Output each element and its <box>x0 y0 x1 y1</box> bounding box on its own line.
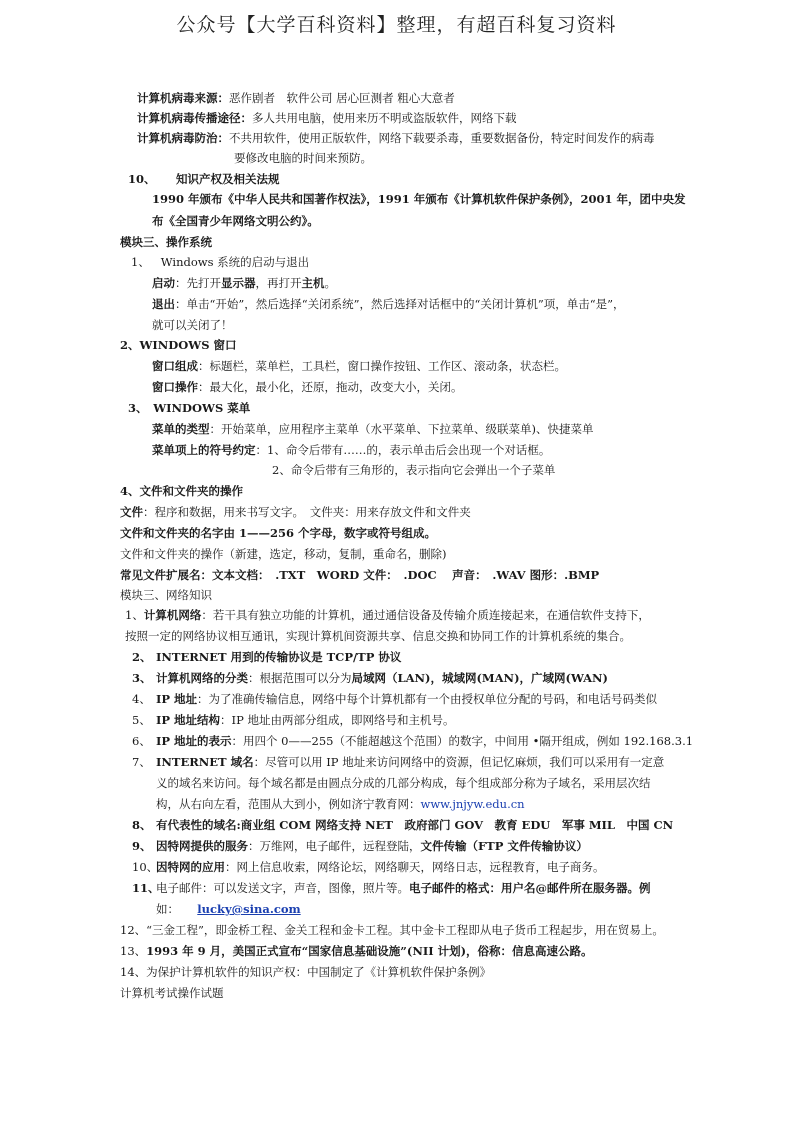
net-item-9-text: ：万维网，电子邮件，远程登陆， <box>248 839 421 853</box>
os-section-2-title: 2、WINDOWS 窗口 <box>120 338 237 352</box>
virus-prevent-label: 计算机病毒防治： <box>137 131 229 145</box>
module-os-title: 模块三、操作系统 <box>120 235 212 249</box>
net-item-6-num: 6、 <box>132 734 151 748</box>
net-item-3-text: ：根据范围可以分为 <box>248 671 352 685</box>
net-item-9-line <box>156 838 588 854</box>
net-item-5-label: IP 地址结构 <box>156 713 221 727</box>
jnjyw-url-link[interactable]: www.jnjyw.edu.cn <box>420 797 525 811</box>
net-item-13-bold: 1993 年 9 月，美国正式宣布“国家信息基础设施”(NII 计划)，俗称：信息高速公路。 <box>146 944 593 958</box>
net-item-7-num: 7、 <box>132 755 151 769</box>
virus-spread-text: 多人共用电脑，使用来历不明或盗版软件，网络下载 <box>252 111 517 125</box>
net-item-1-line <box>125 607 650 623</box>
window-operation-label: 窗口操作 <box>152 380 198 394</box>
net-item-11-line-2 <box>156 901 301 917</box>
net-item-13-line <box>120 943 593 959</box>
net-item-8-num: 8、 <box>132 818 152 832</box>
section-10-title: 知识产权及相关法规 <box>176 172 280 186</box>
file-extensions: 常见文件扩展名：文本文档： .TXT WORD 文件： .DOC 声音： .WAV 图形：.BMP <box>120 568 600 582</box>
net-item-14: 14、为保护计算机软件的知识产权：中国制定了《计算机软件保护条例》 <box>120 965 492 979</box>
ip-law-text-1: 1990 年颁布《中华人民共和国著作权法》，1991 年颁布《计算机软件保护条例》，2001 年，团中央发 <box>152 192 686 206</box>
file-def-line <box>120 504 471 520</box>
net-item-11-line <box>156 880 651 896</box>
os-exit-label: 退出 <box>152 297 175 311</box>
net-item-5-line <box>156 712 454 728</box>
os-section-4-title: 4、文件和文件夹的操作 <box>120 484 244 498</box>
net-item-10-text: ：网上信息收索，网络论坛，网络聊天，网络日志，远程教育，电子商务。 <box>225 860 605 874</box>
menu-symbol-text-2: 2、命令后带有三角形的，表示指向它会弹出一个子菜单 <box>272 463 556 477</box>
net-item-11-bold: 电子邮件的格式：用户名@邮件所在服务器。例 <box>409 881 651 895</box>
menu-type-label: 菜单的类型 <box>152 422 210 436</box>
net-item-9-label: 因特网提供的服务 <box>156 839 248 853</box>
net-item-7-line <box>156 754 664 770</box>
email-example-link[interactable]: lucky@sina.com <box>197 902 301 916</box>
file-label: 文件 <box>120 505 143 519</box>
window-composition-text: ：标题栏，菜单栏，工具栏，窗口操作按钮、工作区、滚动条，状态栏。 <box>198 359 566 373</box>
file-name-rule: 文件和文件夹的名字由 1——256 个字母，数字或符号组成。 <box>120 526 437 540</box>
net-item-2-text: INTERNET 用到的传输协议是 TCP/TP 协议 <box>156 650 402 664</box>
os-start-monitor: 显示器 <box>221 276 256 290</box>
os-start-host: 主机 <box>301 276 325 290</box>
net-item-4-num: 4、 <box>132 692 151 706</box>
menu-type-line <box>152 421 593 437</box>
net-item-7-text-1: ：尽管可以用 IP 地址来访问网络中的资源，但记忆麻烦，我们可以采用有一定意 <box>253 755 665 769</box>
net-item-6-text: ：用四个 0——255（不能超越这个范围）的数字，中间用 •隔开组成，例如 192.168.3.1 <box>231 734 694 748</box>
net-item-3-num: 3、 <box>132 671 152 685</box>
net-item-7-text-2: 义的域名来访问。每个域名都是由圆点分成的几部分构成，每个组成部分称为子域名，采用层次结 <box>156 776 651 790</box>
os-section-1-num: 1、 <box>131 255 150 269</box>
menu-symbol-line <box>152 442 550 458</box>
virus-spread-label: 计算机病毒传播途径： <box>137 111 252 125</box>
page-header: 公众号【大学百科资料】整理，有超百科复习资料 <box>176 14 617 36</box>
window-composition-line <box>152 358 566 374</box>
os-section-1-title: Windows 系统的启动与退出 <box>160 255 310 269</box>
file-operations: 文件和文件夹的操作（新建，选定，移动，复制，重命名，删除) <box>120 547 447 561</box>
net-item-1-text-1: ：若干具有独立功能的计算机，通过通信设备及传输介质连接起来，在通信软件支持下， <box>201 608 650 622</box>
net-item-4-text: ：为了准确传输信息，网络中每个计算机都有一个由授权单位分配的号码，和电话号码类似 <box>197 692 658 706</box>
net-item-9-bold: 文件传输（FTP 文件传输协议） <box>420 839 588 853</box>
net-item-1-text-2: 按照一定的网络协议相互通讯，实现计算机间资源共享、信息交换和协同工作的计算机系统的集合。 <box>125 629 631 643</box>
virus-source-line <box>137 90 455 106</box>
window-operation-text: ：最大化，最小化，还原，拖动，改变大小，关闭。 <box>198 380 463 394</box>
net-item-6-line <box>156 733 693 749</box>
os-start-text-a: ：先打开 <box>175 276 221 290</box>
net-item-13-num: 13、 <box>120 944 147 958</box>
menu-symbol-label: 菜单项上的符号约定 <box>152 443 256 457</box>
os-section-3-title: 3、 WINDOWS 菜单 <box>128 401 251 415</box>
os-section-1 <box>131 254 309 270</box>
os-exit-line <box>152 296 625 312</box>
net-item-3-line <box>156 670 608 686</box>
net-item-4-label: IP 地址 <box>156 692 198 706</box>
net-item-8-text: 有代表性的域名:商业组 COM 网络支持 NET 政府部门 GOV 教育 EDU 军事 MIL 中国 CN <box>156 818 674 832</box>
net-item-4-line <box>156 691 657 707</box>
net-item-7-text-3: 构，从右向左看，范围从大到小，例如济宁教育网： <box>156 797 421 811</box>
net-item-5-text: ：IP 地址由两部分组成，即网络号和主机号。 <box>220 713 455 727</box>
virus-source-text: 恶作剧者 软件公司 居心叵测者 粗心大意者 <box>229 91 455 105</box>
net-item-11-text-2: 如： <box>156 902 179 916</box>
net-item-9-num: 9、 <box>132 839 152 853</box>
window-operation-line <box>152 379 463 395</box>
net-item-1-num: 1、 <box>125 608 144 622</box>
virus-prevent-line2: 要修改电脑的时间来预防。 <box>234 151 372 165</box>
virus-prevent-line <box>137 130 655 146</box>
net-item-7-line-3 <box>156 796 525 812</box>
module-net-title: 模块三、网络知识 <box>120 588 212 602</box>
footer-title: 计算机考试操作试题 <box>120 986 224 1000</box>
window-composition-label: 窗口组成 <box>152 359 198 373</box>
os-exit-line-2: 就可以关闭了！ <box>152 318 233 332</box>
net-item-6-label: IP 地址的表示 <box>156 734 232 748</box>
os-start-text-b: ，再打开 <box>255 276 302 290</box>
os-start-end: 。 <box>324 276 336 290</box>
menu-symbol-text-1: ：1、命令后带有……的，表示单击后会出现一个对话框。 <box>255 443 551 457</box>
net-item-5-num: 5、 <box>132 713 151 727</box>
os-exit-text-1: ：单击“开始”，然后选择“关闭系统”，然后选择对话框中的“关闭计算机”项，单击“是”， <box>175 297 625 311</box>
os-start-line <box>152 275 336 291</box>
virus-source-label: 计算机病毒来源： <box>137 91 229 105</box>
net-item-7-label: INTERNET 域名 <box>156 755 254 769</box>
net-item-11-text: 电子邮件：可以发送文字，声音，图像，照片等。 <box>156 881 409 895</box>
net-item-10-line <box>156 859 605 875</box>
net-item-10-label: 因特网的应用 <box>156 860 225 874</box>
os-start-label: 启动 <box>152 276 175 290</box>
net-item-12: 12、“三金工程”，即金桥工程、金关工程和金卡工程。其中金卡工程即从电子货币工程起步，用在贸易上。 <box>120 923 664 937</box>
ip-law-text-2: 布《全国青少年网络文明公约》。 <box>152 214 319 228</box>
net-item-2-num: 2、 <box>132 650 152 664</box>
net-item-11-num: 11、 <box>132 881 160 895</box>
net-item-3-label: 计算机网络的分类 <box>156 671 248 685</box>
net-item-10-num: 10、 <box>132 860 159 874</box>
net-item-1-label: 计算机网络 <box>143 608 202 622</box>
file-text: ：程序和数据，用来书写文字。 文件夹：用来存放文件和文件夹 <box>143 505 471 519</box>
section-10-number: 10、 <box>128 172 156 186</box>
virus-prevent-text: 不共用软件，使用正版软件，网络下载要杀毒，重要数据备份，特定时间发作的病毒 <box>229 131 655 145</box>
net-item-3-bold: 局域网（LAN)，城域网(MAN)，广域网(WAN) <box>351 671 609 685</box>
virus-spread-line <box>137 110 517 126</box>
menu-type-text: ：开始菜单，应用程序主菜单（水平菜单、下拉菜单、级联菜单)、快捷菜单 <box>209 422 594 436</box>
